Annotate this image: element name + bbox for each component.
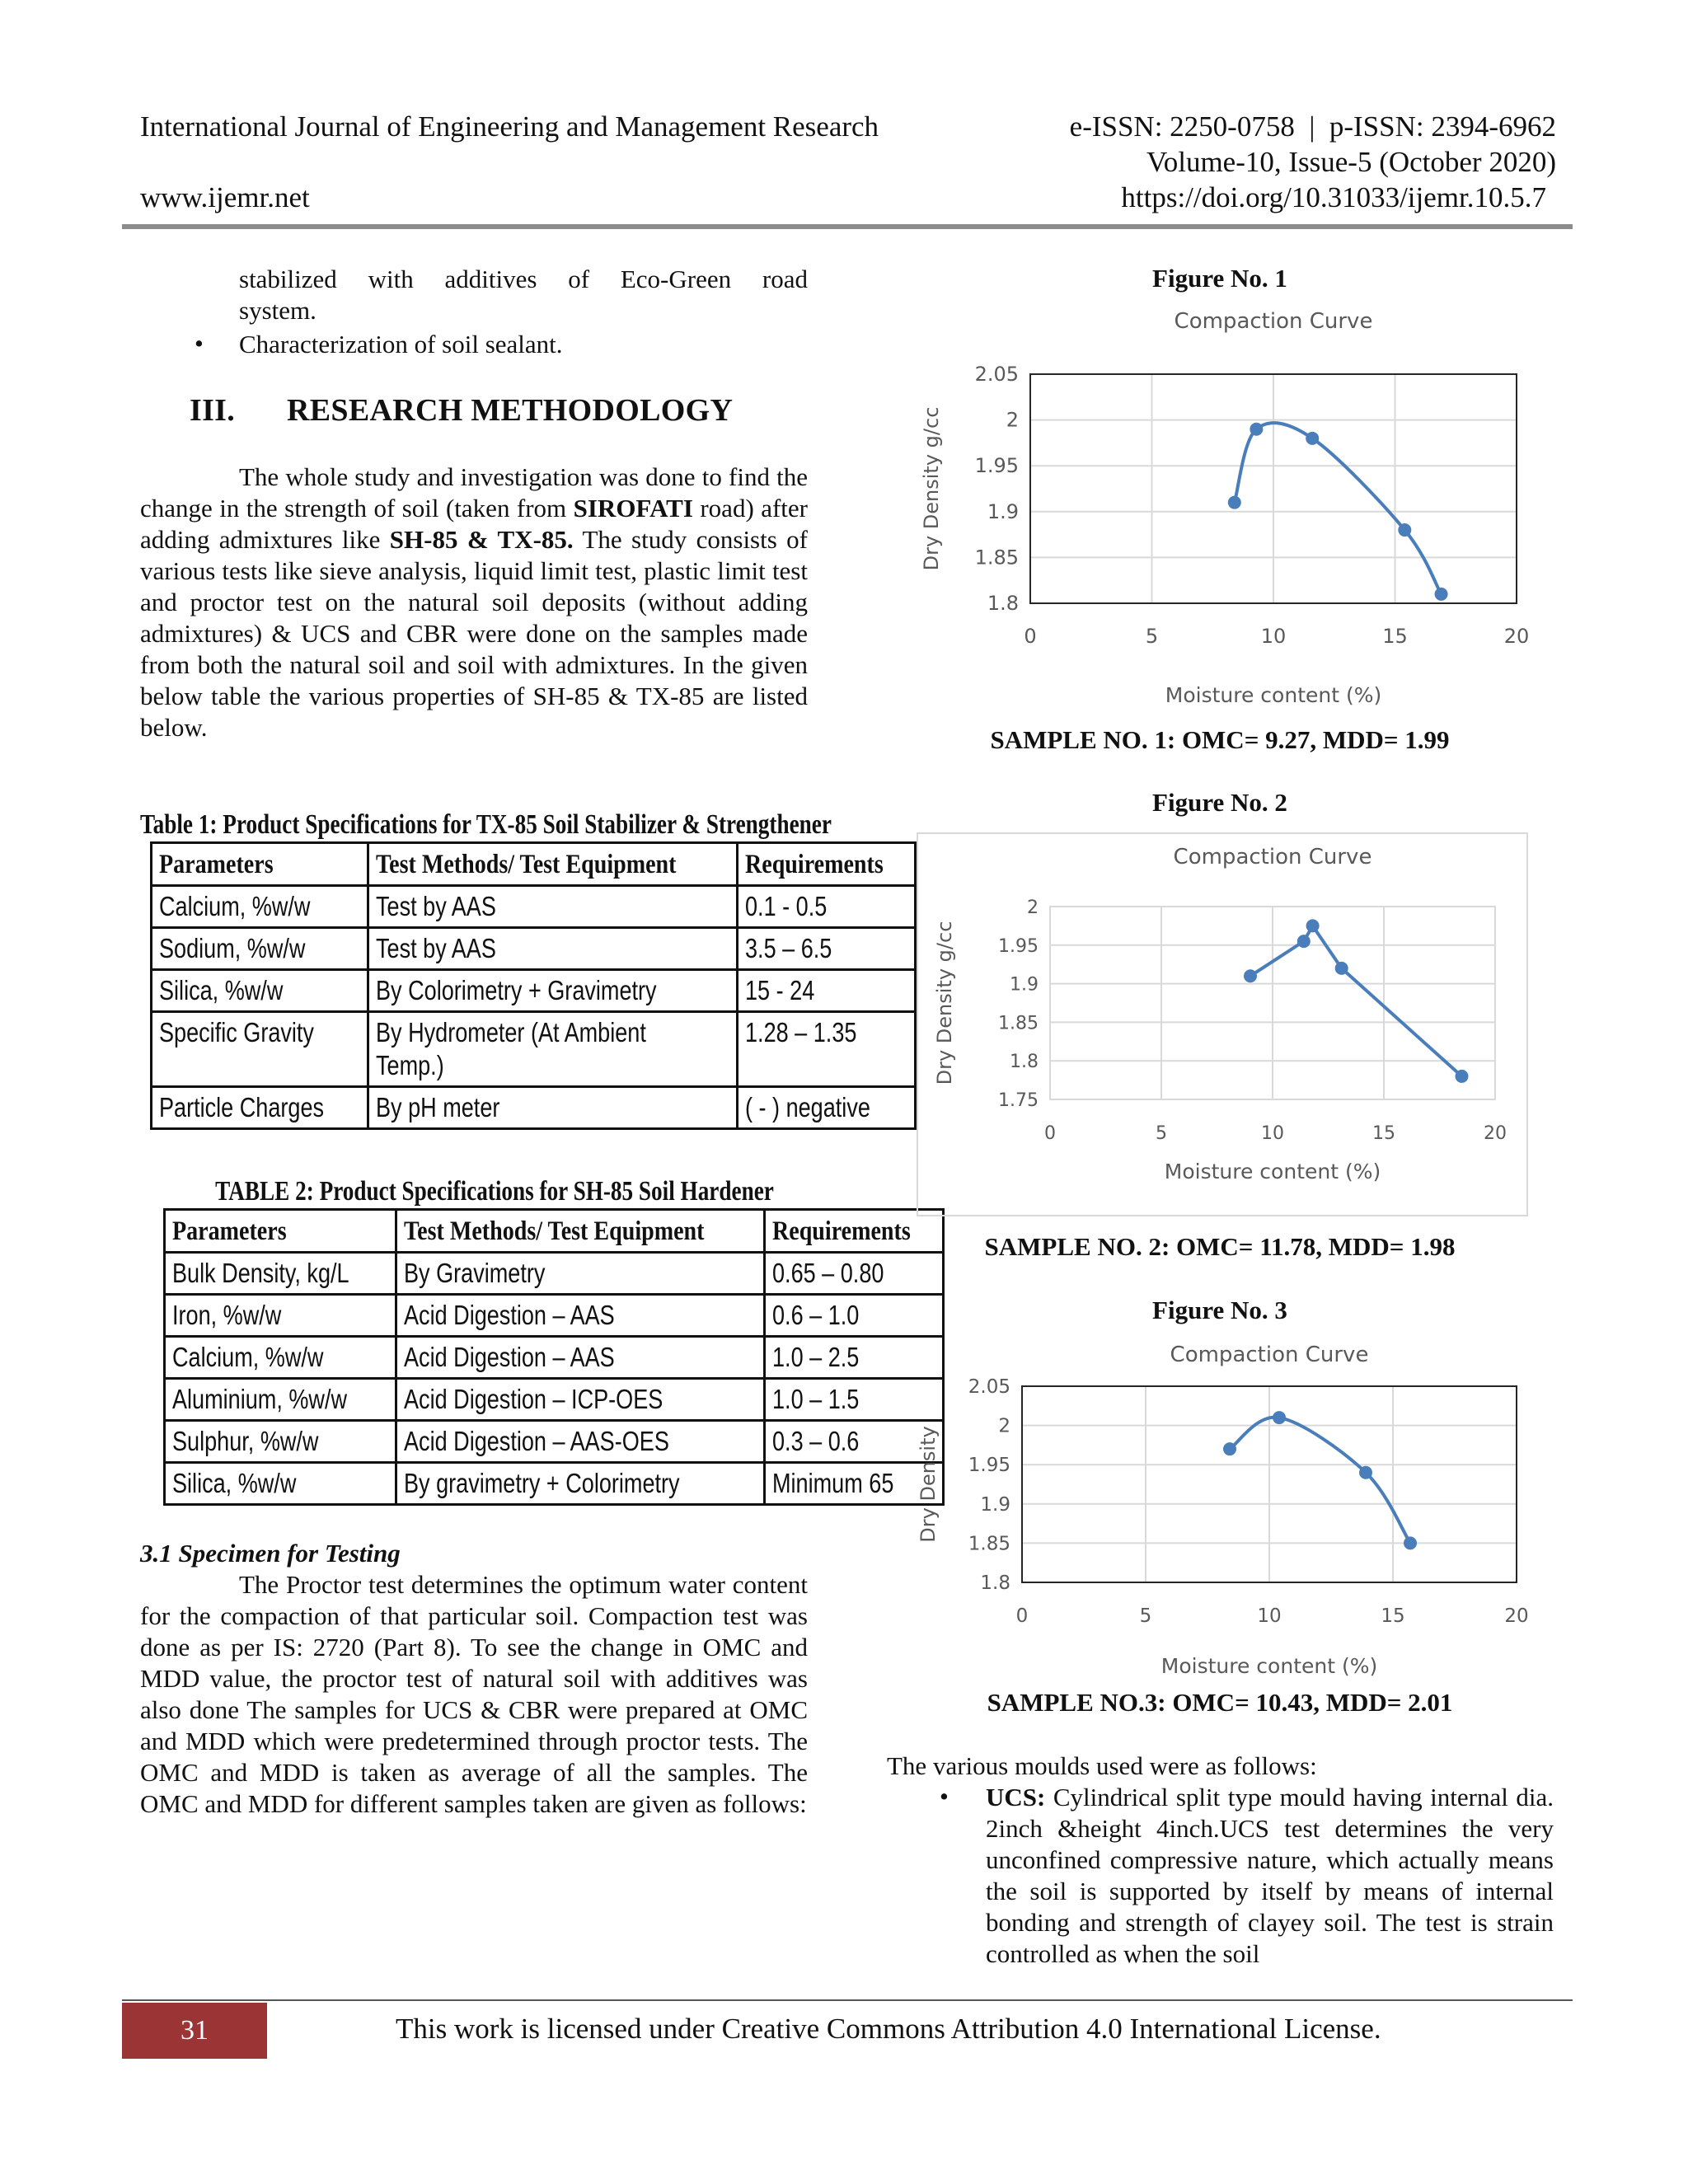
table-cell: By Gravimetry [396, 1253, 765, 1295]
para1-text-a: The whole study and investigation was done to find the change in the strength of soil (taken from [140, 462, 808, 523]
chart-title: Compaction Curve [1170, 1343, 1369, 1367]
series-line [1250, 926, 1462, 1076]
methodology-paragraph [140, 462, 808, 743]
data-point [1306, 432, 1319, 445]
y-tick-label: 1.85 [998, 1013, 1039, 1034]
bullet-dot-icon: • [940, 1782, 949, 1811]
x-tick-label: 10 [1260, 625, 1287, 648]
y-tick-label: 2 [998, 1415, 1010, 1437]
series-line [1230, 1418, 1410, 1544]
y-axis-label: Dry Density g/cc [933, 921, 956, 1085]
table-cell: Test by AAS [368, 886, 737, 928]
table1-header-cell: Requirements [737, 843, 915, 886]
x-axis-label: Moisture content (%) [1165, 683, 1382, 707]
section-heading [190, 392, 733, 429]
data-point [1223, 1442, 1236, 1455]
y-tick-label: 1.8 [1010, 1052, 1039, 1073]
compaction-chart-2 [917, 832, 1528, 1216]
data-point [1244, 969, 1257, 982]
table-cell: Acid Digestion – AAS [396, 1295, 765, 1337]
table-row [152, 928, 916, 970]
x-tick-label: 5 [1145, 625, 1159, 648]
table-row [152, 970, 916, 1012]
table-row [165, 1337, 944, 1379]
table-cell: Bulk Density, kg/L [165, 1253, 396, 1295]
table-cell: By Hydrometer (At Ambient Temp.) [368, 1012, 737, 1087]
table-cell: By pH meter [368, 1087, 737, 1129]
table-cell: 1.0 – 1.5 [765, 1379, 943, 1421]
table-cell: Particle Charges [152, 1087, 368, 1129]
chart1-svg [907, 298, 1541, 720]
para1-text-b: road) after adding admixtures like [140, 494, 809, 554]
x-tick-label: 15 [1372, 1123, 1395, 1144]
sample2-result: SAMPLE NO. 2: OMC= 11.78, MDD= 1.98 [984, 1232, 1456, 1261]
issn: e-ISSN: 2250-0758 | p-ISSN: 2394-6962 [1069, 110, 1556, 143]
para1-bold-admixtures: SH-85 & TX-85. [389, 525, 574, 554]
table-cell: By gravimetry + Colorimetry [396, 1463, 765, 1505]
data-point [1398, 523, 1411, 537]
x-tick-label: 0 [1044, 1123, 1056, 1144]
chart3-svg [907, 1335, 1541, 1690]
bullet-text: Characterization of soil sealant. [239, 330, 563, 359]
para1-text-c: The study consists of various tests like sieve analysis, liquid limit test, plastic limit test and proctor test on the natural soil deposits (without adding admixtures) & UCS and CBR were done on the samples made from both the natural soil and soil with admixtures. In the given below table the various properties of SH-85 & TX-85 are listed below. [140, 525, 809, 742]
table1-header-row [152, 843, 916, 886]
chart-title: Compaction Curve [1174, 309, 1373, 334]
table-row [165, 1463, 944, 1505]
y-tick-label: 2 [1027, 898, 1039, 918]
volume-issue: Volume-10, Issue-5 (October 2020) [1146, 146, 1556, 178]
chart-title: Compaction Curve [1173, 845, 1372, 869]
table-cell: Iron, %w/w [165, 1295, 396, 1337]
table-cell: Silica, %w/w [152, 970, 368, 1012]
table1-header-cell: Parameters [152, 843, 368, 886]
y-tick-label: 1.75 [998, 1090, 1039, 1111]
license-notice: This work is licensed under Creative Commons Attribution 4.0 International License. [396, 2013, 1381, 2045]
table-cell: 0.65 – 0.80 [765, 1253, 943, 1295]
table-cell: Test by AAS [368, 928, 737, 970]
x-tick-label: 20 [1504, 1605, 1529, 1627]
y-axis-label: Dry Density [917, 1426, 940, 1543]
bullet-dot-icon: • [195, 329, 204, 358]
x-tick-label: 20 [1503, 625, 1530, 648]
sample1-result: SAMPLE NO. 1: OMC= 9.27, MDD= 1.99 [990, 725, 1450, 754]
table-row [165, 1295, 944, 1337]
x-tick-label: 10 [1261, 1123, 1284, 1144]
table1 [150, 841, 917, 1130]
x-tick-label: 0 [1015, 1605, 1029, 1627]
y-tick-label: 1.85 [974, 546, 1019, 569]
y-tick-label: 1.95 [998, 935, 1039, 957]
chart2-svg [918, 834, 1526, 1215]
subsection-heading: 3.1 Specimen for Testing [140, 1539, 401, 1568]
table-cell: 1.0 – 2.5 [765, 1337, 943, 1379]
ucs-description: Cylindrical split type mould having internal dia. 2inch &height 4inch.UCS test determines the very unconfined compressive nature, which actually means the soil is supported by itself by means of internal bonding and strength of clayey soil. The test is strain controlled as when the soil [986, 1783, 1554, 1968]
y-tick-label: 1.95 [974, 454, 1019, 478]
para1-bold-road: SIROFATI [573, 494, 693, 523]
table-row [152, 1087, 916, 1129]
x-tick-label: 15 [1382, 625, 1408, 648]
table2-header-cell: Requirements [765, 1210, 943, 1253]
data-point [1250, 423, 1263, 436]
ucs-bullet [940, 1782, 1554, 1970]
compaction-chart-1 [907, 298, 1541, 720]
table-cell: Sulphur, %w/w [165, 1421, 396, 1463]
section-title: RESEARCH METHODOLOGY [287, 393, 734, 428]
table-cell: Calcium, %w/w [165, 1337, 396, 1379]
table-cell: Acid Digestion – ICP-OES [396, 1379, 765, 1421]
table2-caption: TABLE 2: Product Specifications for SH-85 Soil Hardener [215, 1176, 774, 1207]
table-row [152, 1012, 916, 1087]
table-cell: Silica, %w/w [165, 1463, 396, 1505]
ucs-text [986, 1782, 1554, 1970]
table-cell: 1.28 – 1.35 [737, 1012, 915, 1087]
table-cell: Calcium, %w/w [152, 886, 368, 928]
table-row [165, 1253, 944, 1295]
continued-text-end: system. [239, 296, 316, 325]
y-axis-label: Dry Density g/cc [920, 406, 943, 571]
sample3-result: SAMPLE NO.3: OMC= 10.43, MDD= 2.01 [987, 1688, 1453, 1717]
x-tick-label: 0 [1024, 625, 1037, 648]
table2 [163, 1208, 945, 1506]
x-axis-label: Moisture content (%) [1160, 1654, 1378, 1678]
y-tick-label: 1.95 [968, 1455, 1010, 1477]
ucs-label: UCS: [986, 1783, 1046, 1811]
table-cell: 0.3 – 0.6 [765, 1421, 943, 1463]
figure3-label: Figure No. 3 [1152, 1296, 1287, 1324]
table-cell: Sodium, %w/w [152, 928, 368, 970]
figure1-label: Figure No. 1 [1152, 264, 1287, 293]
table-cell: Acid Digestion – AAS [396, 1337, 765, 1379]
table-cell: By Colorimetry + Gravimetry [368, 970, 737, 1012]
table2-header-cell: Parameters [165, 1210, 396, 1253]
data-point [1435, 588, 1448, 601]
table-cell: 15 - 24 [737, 970, 915, 1012]
y-tick-label: 1.9 [987, 499, 1019, 523]
moulds-intro: The various moulds used were as follows: [887, 1751, 1317, 1780]
table-row [165, 1421, 944, 1463]
table-cell: ( - ) negative [737, 1087, 915, 1129]
data-point [1306, 919, 1320, 932]
doi-link[interactable]: https://doi.org/10.31033/ijemr.10.5.7 [1121, 181, 1546, 213]
y-tick-label: 2.05 [974, 363, 1019, 386]
table-cell: Minimum 65 [765, 1463, 943, 1505]
y-tick-label: 1.8 [980, 1572, 1010, 1594]
table2-header-cell: Test Methods/ Test Equipment [396, 1210, 765, 1253]
header-rule [122, 224, 1573, 229]
continued-text: stabilized with additives of Eco-Green road [239, 265, 808, 293]
y-tick-label: 1.9 [1010, 974, 1039, 996]
y-tick-label: 1.9 [980, 1493, 1010, 1516]
series-line [1235, 423, 1442, 594]
table-cell: Aluminium, %w/w [165, 1379, 396, 1421]
table-row [165, 1379, 944, 1421]
y-tick-label: 2 [1006, 408, 1019, 432]
page-number: 31 [122, 2003, 267, 2059]
table-cell: Specific Gravity [152, 1012, 368, 1087]
x-tick-label: 5 [1156, 1123, 1167, 1144]
y-tick-label: 1.8 [987, 592, 1019, 615]
data-point [1297, 935, 1311, 948]
table-cell: 3.5 – 6.5 [737, 928, 915, 970]
journal-title: International Journal of Engineering and Management Research [140, 110, 879, 143]
data-point [1335, 962, 1348, 975]
x-tick-label: 10 [1257, 1605, 1282, 1627]
y-tick-label: 2.05 [968, 1376, 1010, 1398]
table-cell: 0.1 - 0.5 [737, 886, 915, 928]
y-tick-label: 1.85 [968, 1533, 1010, 1555]
x-tick-label: 5 [1139, 1605, 1152, 1627]
data-point [1273, 1411, 1286, 1424]
table-cell: Acid Digestion – AAS-OES [396, 1421, 765, 1463]
x-tick-label: 15 [1381, 1605, 1405, 1627]
footer-rule [122, 1999, 1573, 2001]
table-row [152, 886, 916, 928]
section-number: III. [190, 393, 236, 428]
table2-header-row [165, 1210, 944, 1253]
compaction-chart-3 [907, 1335, 1541, 1690]
data-point [1456, 1070, 1469, 1083]
data-point [1359, 1466, 1372, 1479]
journal-website[interactable]: www.ijemr.net [140, 181, 310, 213]
data-point [1404, 1536, 1417, 1549]
data-point [1228, 496, 1241, 509]
specimen-paragraph: The Proctor test determines the optimum water content for the compaction of that particular soil. Compaction test was done as per IS: 2720 (Part 8). To see the change in OMC and MDD value, the proctor test of natural soil with additives was also done The samples for UCS & CBR were prepared at OMC and MDD which were predetermined through proctor tests. The OMC and MDD is taken as average of all the samples. The OMC and MDD for different samples taken are given as follows: [140, 1570, 808, 1818]
table1-caption: Table 1: Product Specifications for TX-85 Soil Stabilizer & Strengthener [140, 809, 832, 840]
figure2-label: Figure No. 2 [1152, 788, 1287, 817]
table1-header-cell: Test Methods/ Test Equipment [368, 843, 737, 886]
x-tick-label: 20 [1484, 1123, 1507, 1144]
table-cell: 0.6 – 1.0 [765, 1295, 943, 1337]
x-axis-label: Moisture content (%) [1164, 1160, 1381, 1183]
